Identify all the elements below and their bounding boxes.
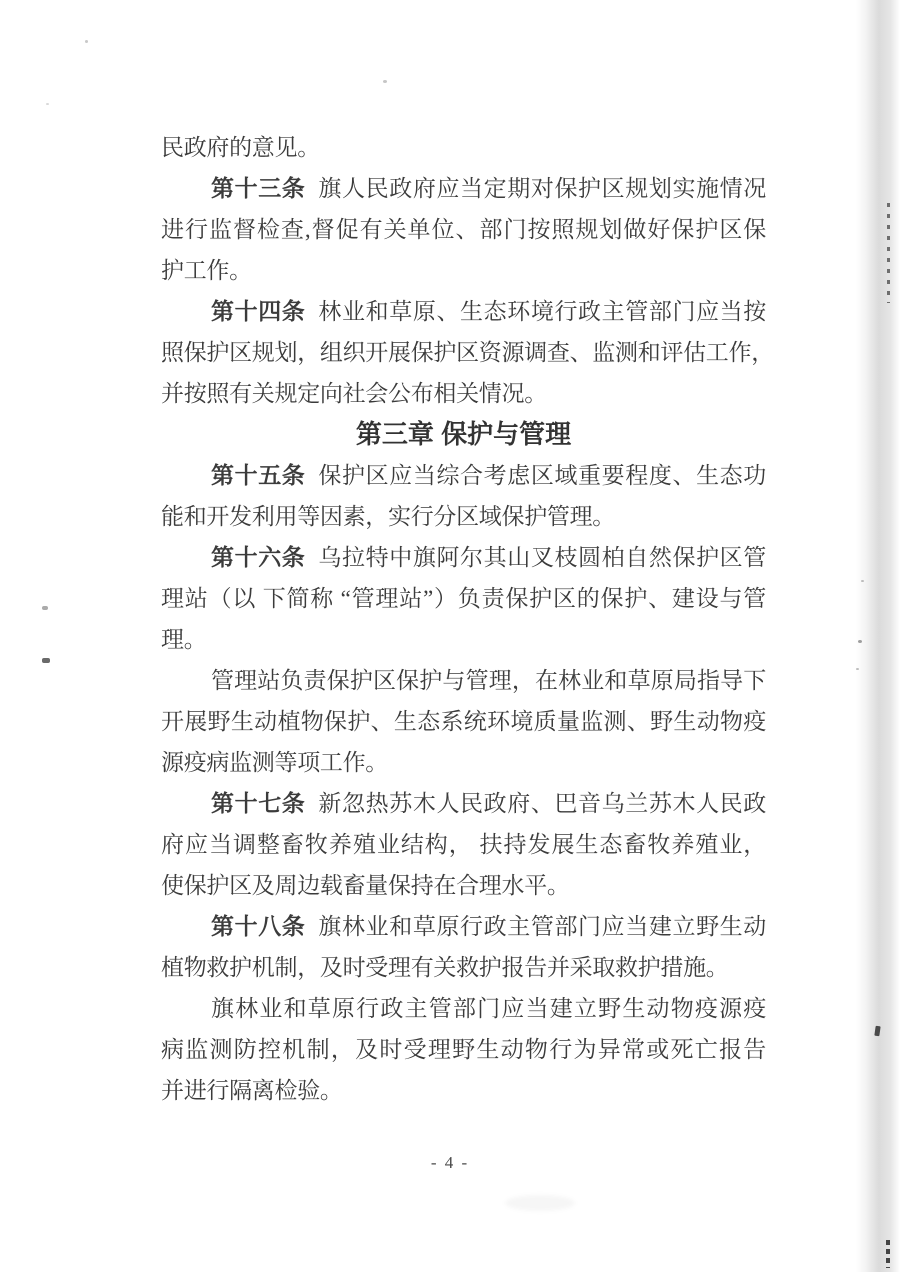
article-number-label: 第十五条 xyxy=(211,463,306,488)
scan-speck xyxy=(42,658,50,663)
text-line xyxy=(161,291,766,332)
chapter-heading: 第三章 保护与管理 xyxy=(355,419,572,449)
page-number: - 4 - xyxy=(430,1153,470,1172)
text-run: 保护区应当综合考虑区域重要程度、生态功 xyxy=(318,463,766,488)
text-line: 能和开发利用等因素，实行分区域保护管理。 xyxy=(161,504,616,529)
text-line: 照保护区规划，组织开展保护区资源调查、监测和评估工作， xyxy=(161,340,774,365)
text-line xyxy=(161,906,766,947)
scan-smudge xyxy=(505,1195,575,1211)
text-line xyxy=(161,783,766,824)
scan-speck xyxy=(46,103,49,105)
text-run: 新忽热苏木人民政府、巴音乌兰苏木人民政 xyxy=(318,791,766,816)
text-line: 府应当调整畜牧养殖业结构， 扶持发展生态畜牧养殖业， xyxy=(161,832,766,857)
text-line: 源疫病监测等项工作。 xyxy=(161,750,389,775)
scan-ink-mark xyxy=(874,1026,880,1037)
text-run: 旗林业和草原行政主管部门应当建立野生动 xyxy=(318,914,766,939)
document-body xyxy=(161,127,774,1111)
text-line: 植物救护机制，及时受理有关救护报告并采取救护措施。 xyxy=(161,955,729,980)
text-run: 旗人民政府应当定期对保护区规划实施情况 xyxy=(318,176,766,201)
text-line: 民政府的意见。 xyxy=(161,135,320,160)
scan-edge-shadow-band xyxy=(856,0,900,1272)
text-line: 并按照有关规定向社会公布相关情况。 xyxy=(161,381,547,406)
text-line: 护工作。 xyxy=(161,258,252,283)
text-line xyxy=(161,168,766,209)
text-line xyxy=(161,537,766,578)
article-number-label: 第十四条 xyxy=(211,299,306,324)
scan-speck xyxy=(856,668,859,670)
text-line: 理站（以 下简称 “管理站”）负责保护区的保护、建设与管 xyxy=(161,586,766,611)
scan-speck xyxy=(858,640,862,643)
article-number-label: 第十八条 xyxy=(211,914,306,939)
scan-speck xyxy=(42,606,48,610)
text-line xyxy=(161,455,766,496)
text-line: 进行监督检查,督促有关单位、部门按照规划做好保护区保 xyxy=(161,217,766,242)
text-run: 乌拉特中旗阿尔其山叉枝圆柏自然保护区管 xyxy=(318,545,766,570)
scan-edge-marks-bottom xyxy=(886,1240,890,1268)
scan-speck xyxy=(383,80,387,83)
scan-edge-marks-top xyxy=(887,203,890,303)
text-run: 林业和草原、生态环境行政主管部门应当按 xyxy=(318,299,766,324)
scan-speck xyxy=(85,40,88,43)
text-line: 病监测防控机制，及时受理野生动物行为异常或死亡报告 xyxy=(161,1037,766,1062)
article-number-label: 第十七条 xyxy=(211,791,306,816)
text-line: 并进行隔离检验。 xyxy=(161,1078,343,1103)
text-line: 理。 xyxy=(161,627,207,652)
article-number-label: 第十六条 xyxy=(211,545,306,570)
text-line: 旗林业和草原行政主管部门应当建立野生动物疫源疫 xyxy=(211,996,766,1021)
article-number-label: 第十三条 xyxy=(211,176,306,201)
text-line: 使保护区及周边载畜量保持在合理水平。 xyxy=(161,873,570,898)
text-line: 开展野生动植物保护、生态系统环境质量监测、野生动物疫 xyxy=(161,709,766,734)
text-line: 管理站负责保护区保护与管理，在林业和草原局指导下 xyxy=(211,668,766,693)
scan-speck xyxy=(861,580,864,582)
